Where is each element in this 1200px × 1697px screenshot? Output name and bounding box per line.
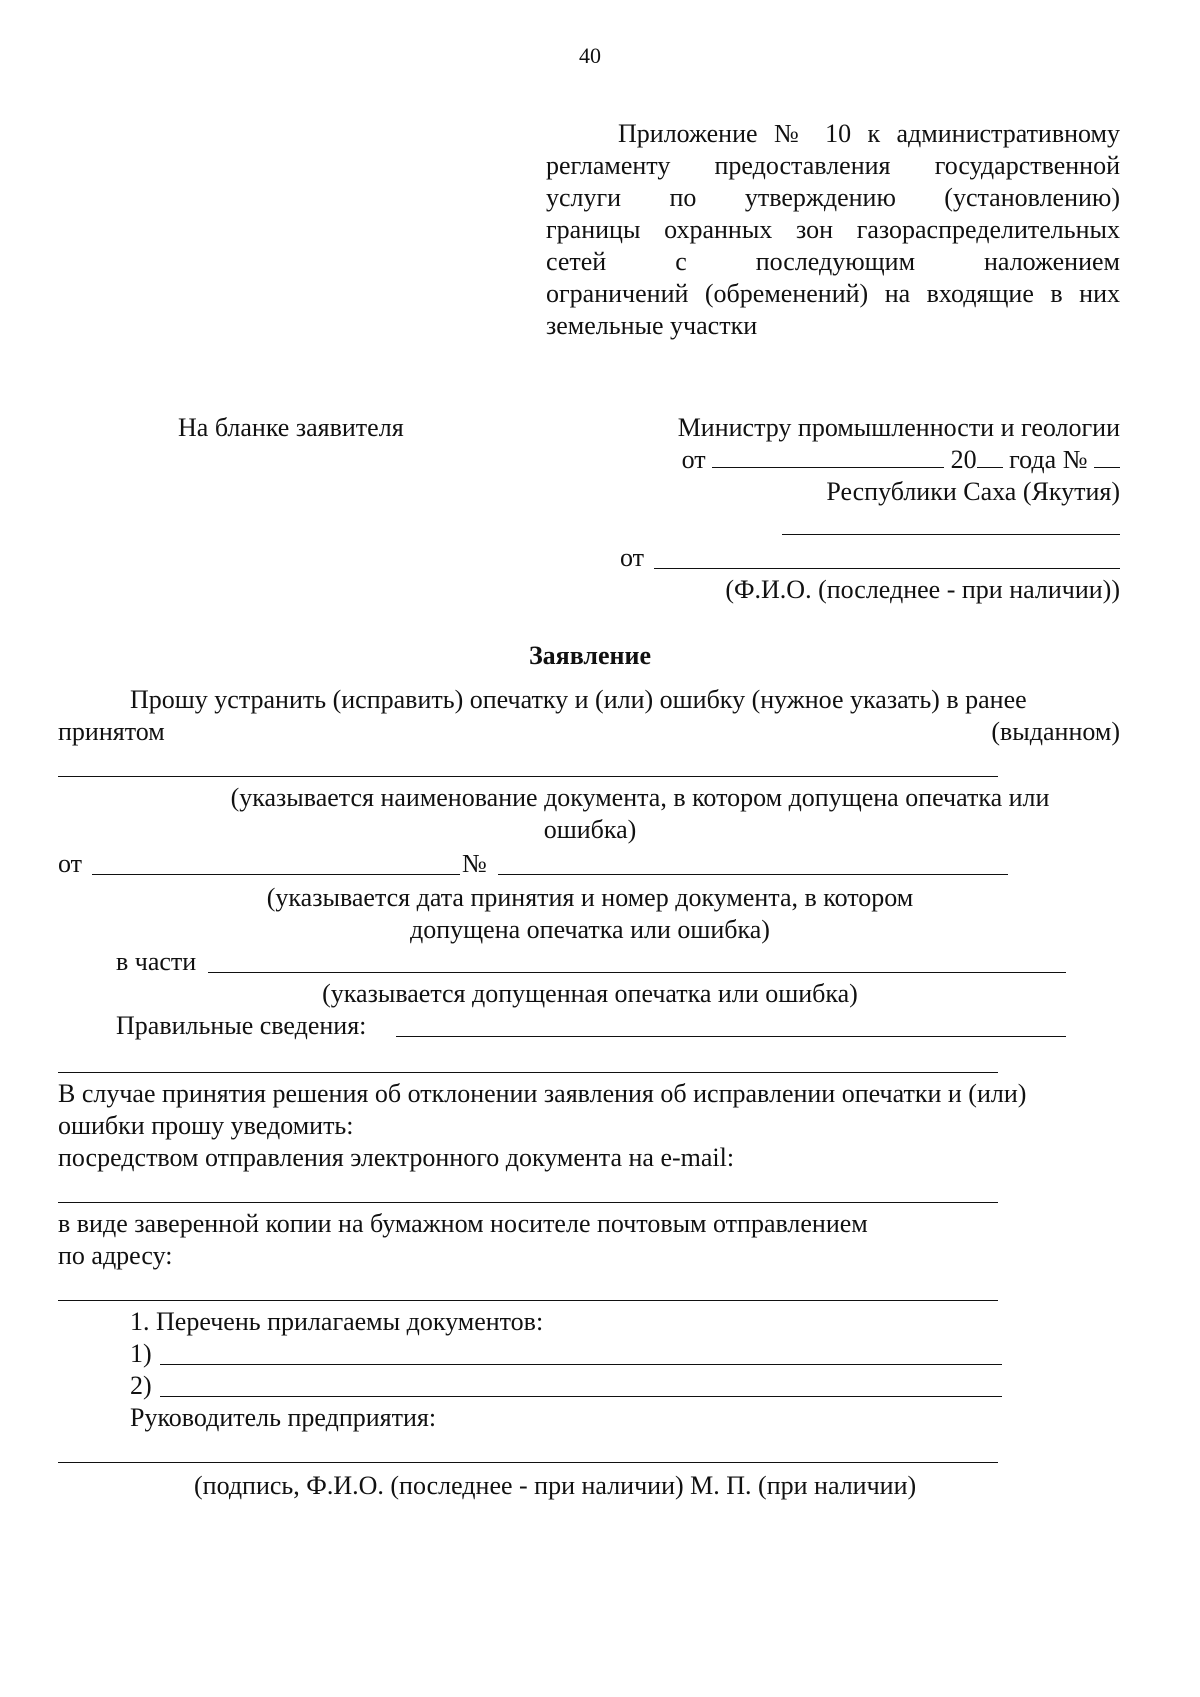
paper-option-1: в виде заверенной копии на бумажном носителе почтовым отправлением [58, 1209, 868, 1238]
appendix-heading [546, 118, 1120, 342]
part-label: в части [116, 947, 197, 976]
email-option: посредством отправления электронного документа на e-mail: [58, 1143, 735, 1172]
intro-word-left: принятом [58, 717, 165, 746]
appendix-line: услуги по утверждению (установлению) [546, 183, 1120, 212]
page-number: 40 [579, 43, 601, 68]
appendix-line: Приложение № 10 к административному [618, 119, 1120, 148]
letterhead-note: На бланке заявителя [178, 413, 404, 442]
error-part-line[interactable] [208, 972, 1066, 973]
appendix-line: регламенту предоставления государственной [546, 151, 1120, 180]
rejection-notice-2: ошибки прошу уведомить: [58, 1111, 354, 1140]
appendix-line: границы охранных зон газораспределительных [546, 215, 1120, 244]
document-date-line[interactable] [92, 874, 460, 875]
appendix-line: ограничений (обременений) на входящие в них [546, 279, 1120, 308]
head-of-company-label: Руководитель предприятия: [130, 1403, 437, 1432]
correct-info-line[interactable] [396, 1036, 1066, 1037]
email-line[interactable] [58, 1202, 998, 1203]
year-prefix: 20 [950, 445, 977, 474]
attachment-item-2-line[interactable] [160, 1396, 1002, 1397]
attachment-item-1-line[interactable] [160, 1364, 1002, 1365]
from-label: от [681, 445, 706, 474]
year-suffix: года № [1009, 445, 1088, 474]
addressee-date-line [560, 444, 1120, 476]
appendix-line: сетей с последующим наложением [546, 247, 1120, 276]
address-line[interactable] [58, 1300, 998, 1301]
paper-option-2: по адресу: [58, 1241, 173, 1270]
attachment-item-2-label: 2) [130, 1371, 152, 1400]
signature-hint: (подпись, Ф.И.О. (последнее - при наличии) М. П. (при наличии) [194, 1471, 917, 1500]
rejection-notice-1: В случае принятия решения об отклонении заявления об исправлении опечатки и (или) [58, 1079, 1027, 1108]
addressee-republic: Республики Саха (Якутия) [826, 477, 1120, 506]
fio-hint: (Ф.И.О. (последнее - при наличии)) [725, 575, 1120, 604]
document-name-hint: (указывается наименование документа, в котором допущена опечатка или [230, 783, 1050, 812]
statement-intro: Прошу устранить (исправить) опечатку и (или) ошибку (нужное указать) в ранее [130, 685, 1027, 714]
intro-word-right: (выданном) [991, 717, 1120, 746]
year-blank[interactable] [977, 467, 1003, 468]
document-number-line[interactable] [498, 874, 1008, 875]
part-hint: (указывается допущенная опечатка или ошибка) [322, 979, 858, 1008]
addressee-blank-line[interactable] [782, 534, 1120, 535]
from-date-label: от [58, 849, 83, 878]
statement-title: Заявление [528, 641, 652, 670]
signature-line[interactable] [58, 1462, 998, 1463]
applicant-name-line[interactable] [654, 568, 1120, 569]
date-blank[interactable] [712, 467, 944, 468]
date-hint-2: допущена опечатка или ошибка) [410, 915, 770, 944]
addressee-minister: Министру промышленности и геологии [677, 413, 1120, 442]
correct-info-label: Правильные сведения: [116, 1011, 367, 1040]
from2-label: от [620, 543, 645, 572]
document-name-hint-2: ошибка) [543, 815, 637, 844]
appendix-line: земельные участки [546, 311, 758, 340]
number-blank[interactable] [1094, 467, 1120, 468]
attachment-item-1-label: 1) [130, 1339, 152, 1368]
correct-info-line-2[interactable] [58, 1072, 998, 1073]
date-hint-1: (указывается дата принятия и номер документа, в котором [266, 883, 914, 912]
attachments-title: 1. Перечень прилагаемы документов: [130, 1307, 544, 1336]
number-label: № [462, 849, 487, 878]
document-name-line[interactable] [58, 776, 998, 777]
